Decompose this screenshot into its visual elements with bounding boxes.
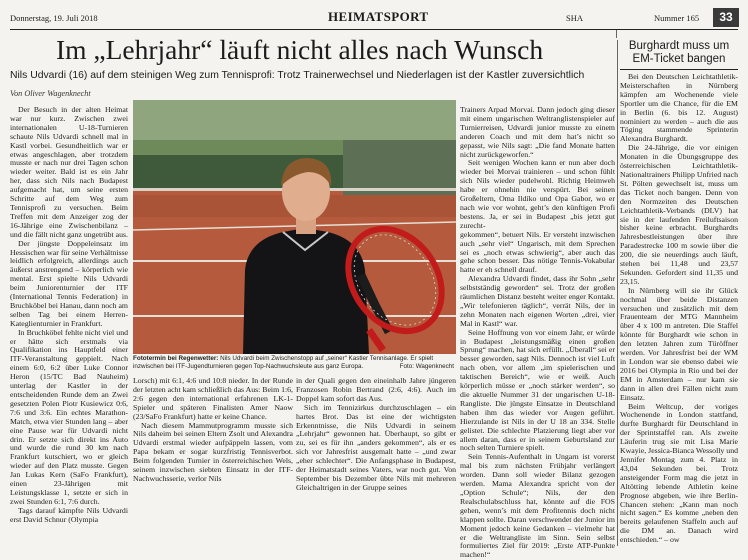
- article-byline: Von Oliver Wagenknecht: [10, 89, 91, 98]
- paragraph: Trainers Arpad Morvai. Dann jedoch ging dieser mit einem ungarischen Weltranglistenspieler auf Turnierreisen, Udvardi junior musste zu einem anderen Coach und mit dem hat’s nicht so gepasst, wie Nils sagt: „Die fand Monate hatten nicht zurückgeworfen.“: [460, 105, 615, 159]
- caption-label: Fototermin bei Regenwetter:: [133, 355, 219, 362]
- section-title: HEIMATSPORT: [328, 9, 429, 24]
- issue-date: Donnerstag, 19. Juli 2018: [10, 13, 98, 23]
- issue-number: Nummer 165: [654, 13, 700, 23]
- paragraph: Lorsch) mit 6:1, 4:6 und 10:8 nieder. In der Runde der letzten acht kam schließlich das Aus: Beim 1:6, 2:6 gegen den international erfahrenen LK-1-Spieler und späteren Finalisten Amer Naow (23/SaFo Frankfurt) hatte er keine Chance.: [133, 376, 294, 421]
- photo-credit: Foto: Wagenknecht: [399, 363, 454, 370]
- paragraph: Alexandra Udvardi findet, dass ihr Sohn „sehr selbstständig geworden“ sei. Trotz der großen räumlichen Distanz besteht weiter enger Kontakt. „Wir telefonieren täglich“, verrät Nils, der in zehn Monaten nach eigenen Worten „drei, vier Mal in Kastl“ war.: [460, 274, 615, 328]
- paragraph: Sich im Tennizirkus durchzuschlagen – ein hartes Brot. Das ist eine der wichtigsten Erkenntnisse, die Nils Udvardi in seinem „Lehrjahr“ gewonnen hat. Überhaupt, so gibt er zu, sei es für ihn „anders gekommen“, als er es sich vor Jahresfrist ausgemalt hatte – „und zwar „eher schlechter“. Die Anfangsphase in Budapest, der Heimatstadt seines Vaters, war noch gut. Von September bis Dezember übte Nils mit mehreren Gleichaltrigen in der Gruppe seines: [296, 402, 456, 492]
- column-divider: [616, 30, 617, 38]
- paragraph: In Nürnberg will sie ihr Glück nochmal über beide Distanzen versuchen und zusätzlich mit dem Frauenteam der MTG Mannheim über 4 x 100 m antreten. Die Staffel könnte für Burghardt wie schon in den letzten Jahren zum Türöffner werden. Vor Jahresfrist bei der WM in London war sie ebenso dabei wie 2016 bei Olympia in Rio und bei der EM in Amsterdam – nur kam sie dann in allen drei Fällen nicht zum Einsatz.: [620, 285, 738, 402]
- sidebar-column: [620, 73, 738, 543]
- page-number: 33: [713, 8, 739, 27]
- paragraph: gekommen“, betuert Nils. Er versteht inzwischen auch „sehr viel“ Ungarisch, mit dem Sprechen sei es „noch etwas schwierig“, aber auch das gehe schon besser. Das nötige Tennis-Vokabular hatte er eh schnell drauf.: [460, 229, 615, 275]
- article-column-1: [10, 106, 128, 546]
- edition-label: SHA: [566, 13, 584, 23]
- article-subhead: Nils Udvardi (16) auf dem steinigen Weg zum Tennisprofi: Trotz Trainerwechsel und Niederlagen ist der Kastler zuversichtlich: [10, 70, 585, 81]
- sidebar-article: [620, 40, 738, 546]
- article-column-3: [296, 377, 456, 546]
- paragraph: Tags darauf kämpfte Nils Udvardi erst David Schnur (Olympia: [10, 505, 128, 524]
- paragraph: in der Quali gegen den eineinhalb Jahre jüngeren Franzosen Robin Bertrand (2:6, 4:6). Auch im Doppel kam sofort das Aus.: [296, 376, 456, 403]
- paragraph: Der jüngste Doppeleinsatz im Hessischen war für seine Verhältnisse leidlich erfolgreich, allerdings auch äußerst anstrengend – körperlich wie mental. Erst spielte Nils Udvardi beim Juniorenturnier der ITF (International Tennis Federation) in Bruchköbel bei Hanau, dann noch am selben Tag bei einem Herren-Kateglienturnier in Frankfurt.: [10, 238, 128, 328]
- paragraph: Seine Hoffnung von vor einem Jahr, er würde in Budapest „leistungsmäßig einen großen Sprung“ machen, hat sich erfüllt. „Überall“ sei er besser geworden, sagt Nils. Dennoch ist viel Luft nach oben, vor allem „im spielerischen und taktischen Bereich“, wie er weiß. Auch körperlich müsse er „noch stärker werden“, so die aktuelle Nummer 31 der ungarischen U-18-Rangliste. Die jüngste Einsatze in Deutschland haben ihm das wieder vor Augen geführt. Hierzulande ist Nils in der U 18 an 334. Stelle gelistet. Die schlechte Platzierung liegt aber vor allem daran, dass er in seinem Geburtsland zur noch selten Turniere spielt.: [460, 327, 615, 453]
- paragraph: In Bruchköbel fehlte nicht viel und er hätte sich erstmals via Qualifikation ins Hauptfeld einer ITF-Veranstaltung geppielt. Nach einem 6:0, 6:2 über Luke Connor Heron (15/TC Bad Nauheim) unterlag der Kastler in der entscheidenden Runde dem an Zwei gesetzten Polen Piotr Kusiewicz 0:6, 7:6 und 3:6. Ein echtes Marathon-Match, etwa vier Stunden lang – aber eine Pause war für Udvardi nicht drin. Er setzte sich direkt ins Auto und wurde die rund 30 km nach Frankfurt kutschiert, wo er gleich wieder auf den Platz musste. Gegen Jan Lukas Kern (SaFo Frankfurt), einen 23-Jährigen mit Leistungsklasse 1, setzte er sich in zwei Stunden 6:1, 7:6 durch.: [10, 327, 128, 506]
- paragraph: Nach diesem Mammutprogramm musste sich Nils daheim bei seinen Eltern Zsolt und Alexandra Udvardi erstmal wieder aufpäppeln lassen, vom Papa bekam er sogar kurzfristig Tennisverbot. Beim folgenden Turnier in österreichischen Wels, seinem inzwischen siebten Einsatz in der ITF-Nachwuchsserie, verlor Nils: [133, 420, 293, 483]
- paragraph: Seit wenigen Wochen kann er nun aber doch wieder bei Morvai trainieren – und schon fühlt sich Nils wieder pudelwohl. Richtig Heimweh habe er ohnehin nie verspürt. Bei seinen Großeltern, Oma Ildíko und Opa Gabor, wo er nach wie vor wohnt, geht’s den künftigen Profi bestens. Ja, er sei in Budapest „bis jetzt gut zurecht-: [460, 158, 615, 230]
- sidebar-headline: Burghardt muss um EM-Ticket bangen: [620, 40, 738, 70]
- header-rule: [10, 29, 738, 30]
- paragraph: Bei den Deutschen Leichtathletik-Meisterschaften in Nürnberg kämpfen am Wochenende viele Sportler um die Chance, für die EM in Berlin (6. bis 12. August) nominiert zu werden – auch die aus Töging stammende Sprinterin Alexandra Burghardt.: [620, 72, 738, 144]
- article-column-2: [133, 377, 293, 546]
- article-headline: Im „Lehrjahr“ läuft nicht alles nach Wunsch: [56, 34, 544, 65]
- photo-caption: [133, 355, 456, 371]
- article-column-4: [460, 105, 615, 560]
- column-divider: [617, 40, 618, 546]
- paragraph: Der Besuch in der alten Heimat war nur kurz. Zwischen zwei internationalen U-18-Turnieren schaute Nils Udvardi schnell mal in Kastl vorbei. Gesundheitlich war er etwas angeschlagen, aber trotzdem musste er nach nur drei Tagen schon wieder weiter. Bald ist es ein Jahr her, dass sich Nils nach Budapest aufgemacht hat, um seine ersten Schritte auf dem Weg zum Tennisprofi zu versuchen. Beim Treffen mit dem Anzeiger zog der 16-Jährige eine Zwischenbilanz – und die fällt nicht ganz ungetrübt aus.: [10, 105, 129, 239]
- paragraph: Sein Tennis-Aufenthalt in Ungarn ist vorerst mal bis zum nächsten Frühjahr verlängert worden. Dann soll wieder Bilanz gezogen werden. Mama Alexandra spricht von der „Option Schule“; Nils, der den Realschulabschluss hat, könnte auf die FOS gehen, wenn’s mit dem Profitennis doch nicht klappen sollte. Daran verschwendet der Junior im Moment jedoch keine Gedanken – vielmehr hat er die Weltrangliste im Sinn. Sein selbst formuliertes Ziel für 2019: „Erste ATP-Punkte machen!“: [460, 452, 615, 560]
- tennis-player-photo: [133, 100, 456, 354]
- page-header: [10, 8, 738, 28]
- paragraph: Die 24-Jährige, die vor einigen Monaten in die Übungsgruppe des österreichischen Leichtathletik-Nationaltrainers Philipp Unfried nach St. Pölten gewechselt ist, muss um das Ticket noch bangen. Denn von den Normzeiten des Deutschen Leichtathletik-Verbands (DLV) hat sie in der laufenden Freiluftsaison bisher keine erbracht. Burghardts Jahresbestleistungen über ihre Paradestrecke 100 m sowie über die 200, die sie neuerdings auch läuft, stehen bei 11,48 und 23,57 Sekunden. Gefordert sind 11,35 und 23,15.: [620, 143, 738, 286]
- paragraph: Beim Weltcup, der voriges Wochenende in London stattfand, durfte Burghardt für Deutschland in der Sprintstaffel ran. Als zweite Läuferin trug sie mit Lisa Marie Kwayie, Jessica-Bianca Wessolly und Jennifer Montag zum 4. Platz in 43,04 Sekunden bei. Trotz ansteigender Form mag die jetzt in Altötting lebende Athletin keine Prognose abgeben, wie ihre Berlin-Chancen stehen: „Kann man noch nicht sagen.“ Es komme „neben den bereits gelaufenen Staffeln auch auf die DM an. Danach wird entschieden.“ – ow: [620, 401, 738, 545]
- article-photo: [133, 100, 456, 354]
- caption-text: Nils Udvardi beim Zwischenstopp auf „seiner“ Kastler Tennisanlage. Er spielt inzwischen bei ITF-Jugendturnieren gegen Top-Nachwuchsleute aus ganz Europa.: [133, 355, 434, 370]
